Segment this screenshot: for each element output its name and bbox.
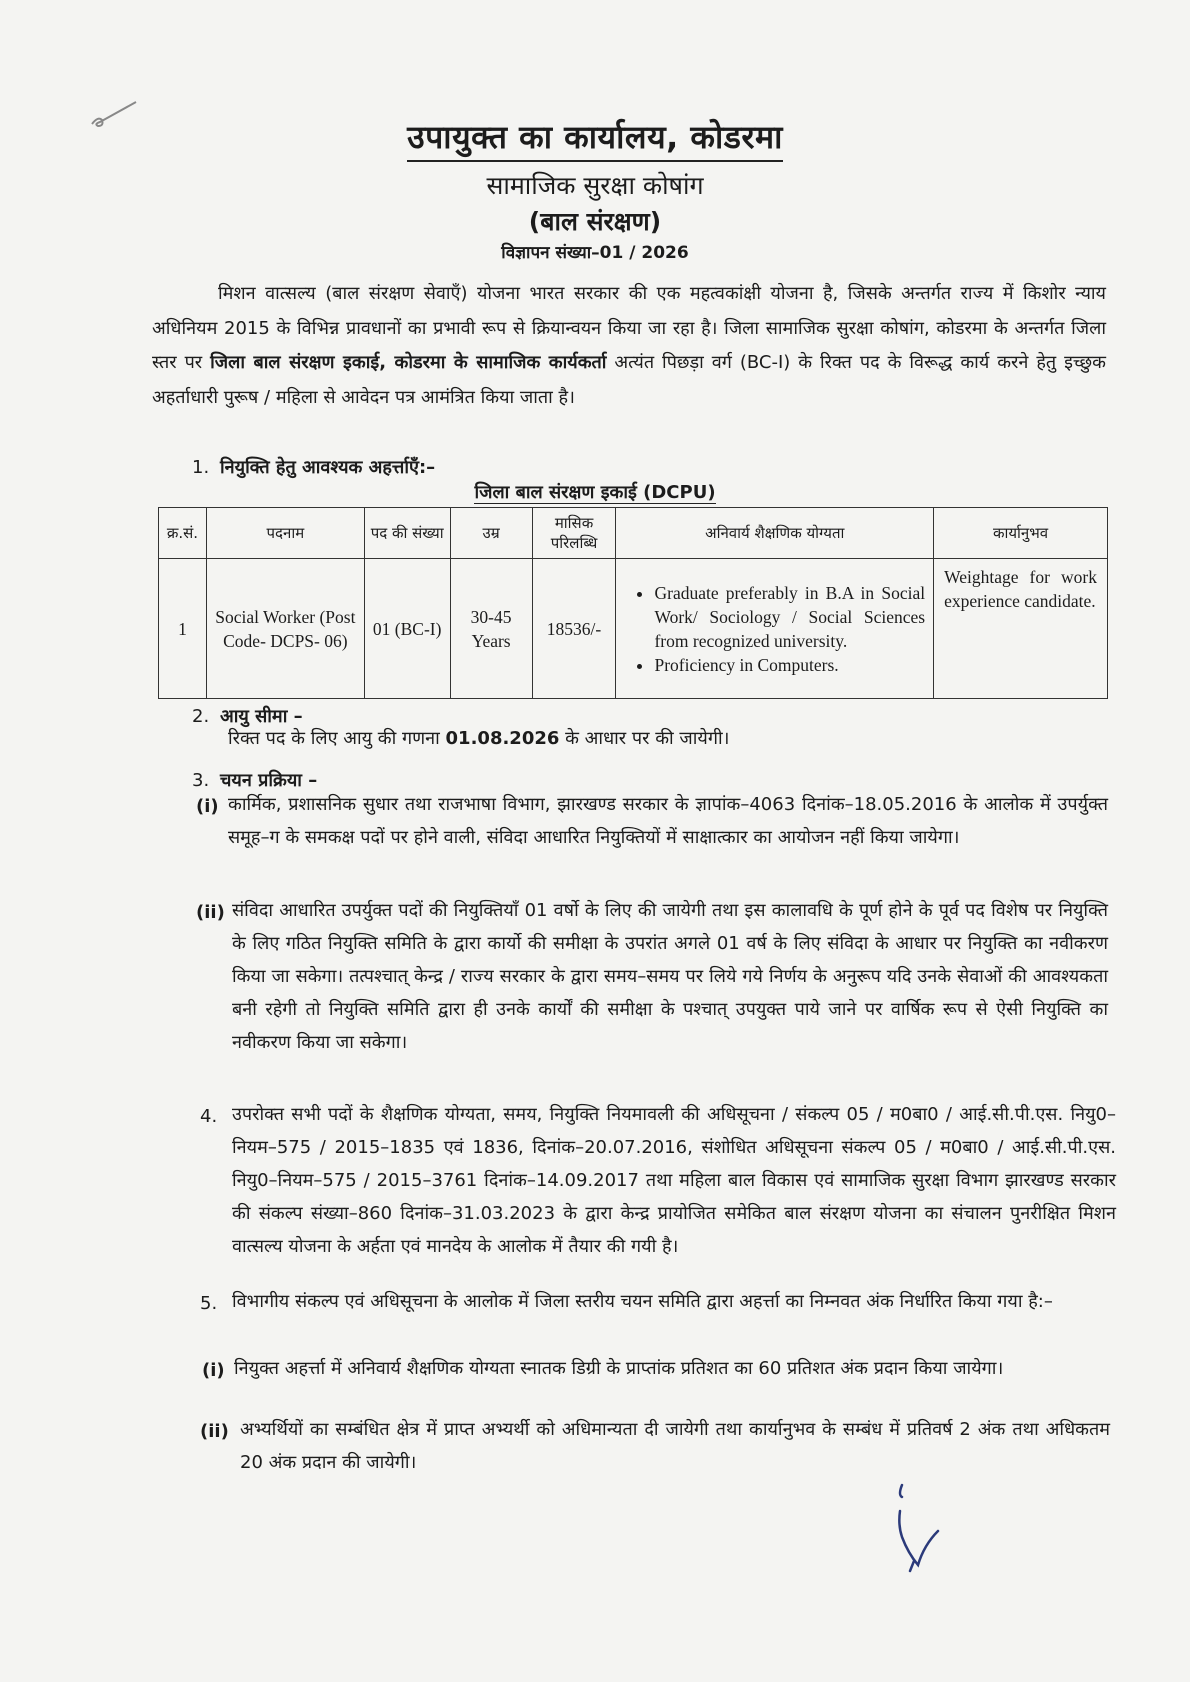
intro-text-end: अत्यंत पिछड़ा वर्ग (BC-I) के रिक्त पद के विरूद्ध कार्य करने हेतु इच्छुक अहर्ताधारी पुरूष / महिला से आवेदन पत्र आमंत्रित किया जाता है। [152,352,1107,408]
section-3-item-2: संविदा आधारित उपर्युक्त पदों की नियुक्तियाँ 01 वर्षो के लिए की जायेगी तथा इस कालावधि के पूर्ण होने के पूर्व पद विशेष पर नियुक्ति के लिए गठित नियुक्ति समिति के द्वारा कार्यो की समीक्षा के उपरांत अगले 01 वर्ष के लिए संविदा के आधार पर नियुक्ति का नवीकरण किया जा सकेगा। तत्पश्चात् केन्द्र / राज्य सरकार के द्वारा समय–समय पर लिये गये निर्णय के अनुरूप यदि उनके सेवाओं की आवश्यकता बनी रहेगी तो नियुक्ति समिति द्वारा ही उनके कार्यों की समीक्षा के पश्चात् उपयुक्त पाये जाने पर वार्षिक रूप से ऐसी नियुक्ति का नवीकरण किया जा सकेगा। [232,900,1108,1053]
cell-qualifications [616,559,934,699]
posts-table [158,507,1108,699]
cell-count: 01 (BC-I) [364,559,450,699]
intro-paragraph [152,277,1106,415]
cell-title: सामाजिक सुरक्षा कोषांग [486,171,704,200]
section-1-heading [192,455,435,479]
section-2-text [228,722,1108,755]
item-label: (i) [202,1360,225,1381]
column-header: मासिक परिलब्धि [532,508,616,559]
section-5-item-1: नियुक्त अहर्त्ता में अनिवार्य शैक्षणिक योग्यता स्नातक डिग्री के प्राप्तांक प्रतिशत का 60 प्रतिशत अंक प्रदान किया जायेगा। [234,1358,1004,1379]
wing-title: (बाल संरक्षण) [528,207,662,236]
section-number: 1. [192,457,210,478]
table-header-row [159,508,1108,559]
cell-age: 30-45 Years [450,559,532,699]
section-5-item-2: अभ्यर्थियों का सम्बंधित क्षेत्र में प्राप्त अभ्यर्थी को अधिमान्यता दी जायेगी तथा कार्यानुभव के सम्बंध में प्रतिवर्ष 2 अंक तथा अधिकतम 20 अंक प्रदान की जायेगी। [240,1419,1110,1473]
section-title: आयु सीमा – [220,706,303,727]
section-5-text: विभागीय संकल्प एवं अधिसूचना के आलोक में जिला स्तरीय चयन समिति द्वारा अहर्त्ता का निम्नवत अंक निर्धारित किया गया है:– [232,1291,1053,1312]
cell-experience: Weightage for work experience candidate. [934,559,1108,699]
section-4-text: उपरोक्त सभी पदों के शैक्षणिक योग्यता, समय, नियुक्ति नियमावली की अधिसूचना / संकल्प 05 / म0बा0 / आई.सी.पी.एस. नियु0–नियम–575 / 2015–1835 एवं 1836, दिनांक–20.07.2016, संशोधित अधिसूचना संकल्प 05 / म0बा0 / आई.सी.पी.एस. नियु0–नियम–575 / 2015–3761 दिनांक–14.09.2017 तथा महिला बाल विकास एवं सामाजिक सुरक्षा विभाग झारखण्ड सरकार की संकल्प संख्या–860 दिनांक–31.03.2023 के द्वारा केन्द्र प्रायोजित समेकित बाल संरक्षण योजना का संचालन पुनरीक्षित मिशन वात्सल्य योजना के अर्हता एवं मानदेय के आलोक में तैयार की गयी है। [232,1104,1116,1257]
item-label: (ii) [200,1421,229,1442]
column-header: पद की संख्या [364,508,450,559]
advertisement-number: विज्ञापन संख्या–01 / 2026 [501,243,689,263]
section-title: नियुक्ति हेतु आवश्यक अहर्त्ताएँ:– [220,457,436,478]
column-header: उम्र [450,508,532,559]
cell-post: Social Worker (Post Code- DCPS- 06) [206,559,364,699]
qualification-item: • Graduate preferably in B.A in Social Work/ Sociology / Social Sciences from recognized university. [654,581,925,653]
table-caption-text: जिला बाल संरक्षण इकाई (DCPU) [474,482,716,503]
office-title: उपायुक्त का कार्यालय, कोडरमा [407,115,783,162]
column-header: कार्यानुभव [934,508,1108,559]
section-3-item-1: कार्मिक, प्रशासनिक सुधार तथा राजभाषा विभाग, झारखण्ड सरकार के ज्ञापांक–4063 दिनांक–18.05.2016 के आलोक में उपर्युक्त समूह–ग के समकक्ष पदों पर होने वाली, संविदा आधारित नियुक्तियों में साक्षात्कार का आयोजन नहीं किया जायेगा। [228,794,1108,848]
intro-text: मिशन वात्सल्य (बाल संरक्षण सेवाएँ) योजना भारत सरकार की एक महत्वकांक्षी योजना है, जिसके अन्तर्गत राज्य में किशोर न्याय अधिनियम 2015 के विभिन्न प्रावधानों का प्रभावी रूप से क्रियान्वयन किया जा रहा है। जिला सामाजिक सुरक्षा कोषांग, कोडरमा के अन्तर्गत जिला स्तर पर [152,283,1106,373]
section-title: चयन प्रक्रिया – [220,770,318,791]
column-header: अनिवार्य शैक्षणिक योग्यता [616,508,934,559]
column-header: पदनाम [206,508,364,559]
section-number: 5. [200,1293,218,1314]
section-number: 4. [200,1106,218,1127]
letterhead [0,115,1190,263]
signature [880,1475,960,1575]
cell-sno: 1 [159,559,207,699]
age-text-end: के आधार पर की जायेगी। [559,728,730,749]
age-date: 01.08.2026 [445,728,560,749]
section-5-number [200,1293,228,1314]
column-header: क्र.सं. [159,508,207,559]
intro-bold-text: जिला बाल संरक्षण इकाई, कोडरमा के सामाजिक कार्यकर्ता [210,352,607,373]
qualification-item: • Proficiency in Computers. [654,653,925,677]
item-label: (i) [196,796,219,817]
section-4-number [200,1106,228,1127]
cell-salary: 18536/- [532,559,616,699]
section-number: 3. [192,770,210,791]
age-text: रिक्त पद के लिए आयु की गणना [228,728,446,749]
table-row [159,559,1108,699]
section-number: 2. [192,706,210,727]
item-label: (ii) [196,902,225,923]
table-caption [0,480,1190,504]
